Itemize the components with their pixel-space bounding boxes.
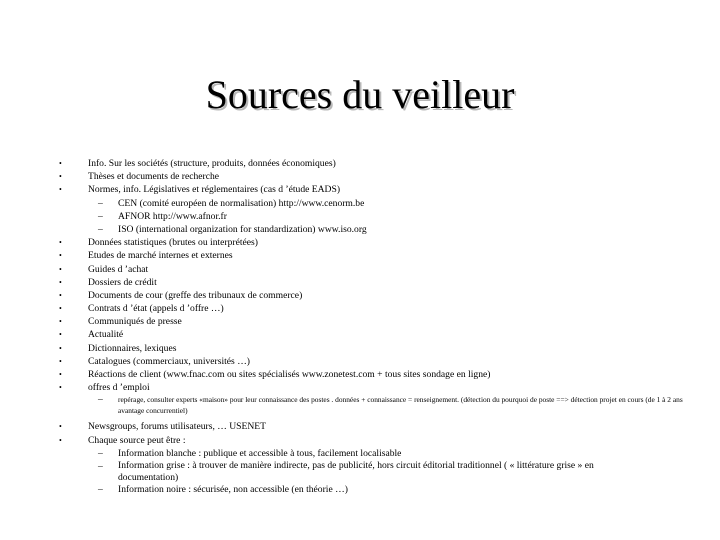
list-item <box>56 289 686 302</box>
sub-list-item-text: Information noire : sécurisée, non accessible (en théorie …) <box>118 484 348 496</box>
sub-list-item <box>56 197 686 210</box>
sub-list-item-text: ISO (international organization for standardization) www.iso.org <box>118 223 367 235</box>
sub-list-item <box>56 483 686 496</box>
list-item <box>56 276 686 289</box>
bullet-dash: – <box>98 210 103 222</box>
list-item <box>56 263 686 276</box>
bullet-dot: • <box>59 343 62 353</box>
list-item <box>56 434 686 447</box>
list-item <box>56 420 686 433</box>
list-item <box>56 302 686 315</box>
bullet-dash: – <box>98 197 103 209</box>
bullet-dash: – <box>98 484 103 496</box>
list-item <box>56 342 686 355</box>
sub-list-item <box>56 223 686 236</box>
bullet-dot: • <box>59 172 62 182</box>
bullet-dash: – <box>98 460 103 472</box>
bullet-dot: • <box>59 290 62 300</box>
list-item <box>56 355 686 368</box>
bullet-dash: – <box>98 394 103 406</box>
sub-list-item-text: Information grise : à trouver de manière indirecte, pas de publicité, hors circuit éditorial traditionnel ( « littérature grise » en documentation) <box>118 459 594 483</box>
list-item <box>56 249 686 262</box>
list-item-text: Info. Sur les sociétés (structure, produits, données économiques) <box>88 158 336 169</box>
bullet-dot: • <box>59 317 62 327</box>
sub-list-item <box>56 460 686 483</box>
bullet-list <box>56 157 686 496</box>
list-item <box>56 315 686 328</box>
list-item-text: Catalogues (commerciaux, universités …) <box>88 355 250 367</box>
list-item <box>56 368 686 381</box>
list-item-text: offres d ’emploi <box>88 382 150 394</box>
list-item-text: Chaque source peut être : <box>88 434 186 446</box>
bullet-dot: • <box>59 264 62 274</box>
bullet-dot: • <box>59 238 62 248</box>
list-item-text: Réactions de client (www.fnac.com ou sites spécialisés www.zonetest.com + tous sites sondage en ligne) <box>88 369 491 380</box>
list-item <box>56 183 686 196</box>
sub-list-item <box>56 447 686 460</box>
list-item-text: Dossiers de crédit <box>88 276 157 288</box>
bullet-dot: • <box>59 383 62 393</box>
list-item-text: Actualité <box>88 329 124 341</box>
slide-title: Sources du veilleur <box>205 72 515 117</box>
list-item <box>56 170 686 183</box>
sub-list-item <box>56 210 686 223</box>
bullet-dot: • <box>59 159 62 168</box>
bullet-dot: • <box>59 356 62 366</box>
bullet-dot: • <box>59 304 62 314</box>
bullet-dot: • <box>59 185 62 195</box>
bullet-dash: – <box>98 223 103 235</box>
sub-list-item-text: AFNOR http://www.afnor.fr <box>118 210 227 222</box>
list-item <box>56 157 686 170</box>
bullet-dot: • <box>59 251 62 261</box>
bullet-dot: • <box>59 435 62 445</box>
bullet-dot: • <box>59 277 62 287</box>
list-item-text: Documents de cour (greffe des tribunaux de commerce) <box>88 289 303 301</box>
sub-list-item-text: CEN (comité européen de normalisation) http://www.cenorm.be <box>118 197 365 209</box>
list-item-text: Thèses et documents de recherche <box>88 171 220 183</box>
sub-list-item-text: repérage, consulter experts «maison» pour leur connaissance des postes . données + connaissance = renseignement. (détection du pourquoi de poste ==> détection projet en cours (de 1 à 2 ans avantage concurrentiel) <box>118 395 683 416</box>
list-item <box>56 381 686 394</box>
bullet-dot: • <box>59 370 62 379</box>
list-item <box>56 328 686 341</box>
list-item-text: Newsgroups, forums utilisateurs, … USENET <box>88 421 266 433</box>
list-item-text: Dictionnaires, lexiques <box>88 342 177 354</box>
sub-list-item-text: Information blanche : publique et accessible à tous, facilement localisable <box>118 447 402 459</box>
list-item <box>56 236 686 249</box>
list-item-text: Normes, info. Législatives et réglementaires (cas d ’étude EADS) <box>88 184 341 196</box>
list-item-text: Communiqués de presse <box>88 316 182 328</box>
bullet-dot: • <box>59 422 62 432</box>
bullet-dash: – <box>98 447 103 459</box>
list-item-text: Contrats d ’état (appels d ’offre …) <box>88 303 224 315</box>
list-item-text: Guides d ’achat <box>88 263 149 275</box>
sub-list-item-emploi <box>56 394 686 420</box>
bullet-dot: • <box>59 330 62 340</box>
list-item-text: Etudes de marché internes et externes <box>88 250 233 262</box>
list-item-text: Données statistiques (brutes ou interprétées) <box>88 237 258 249</box>
